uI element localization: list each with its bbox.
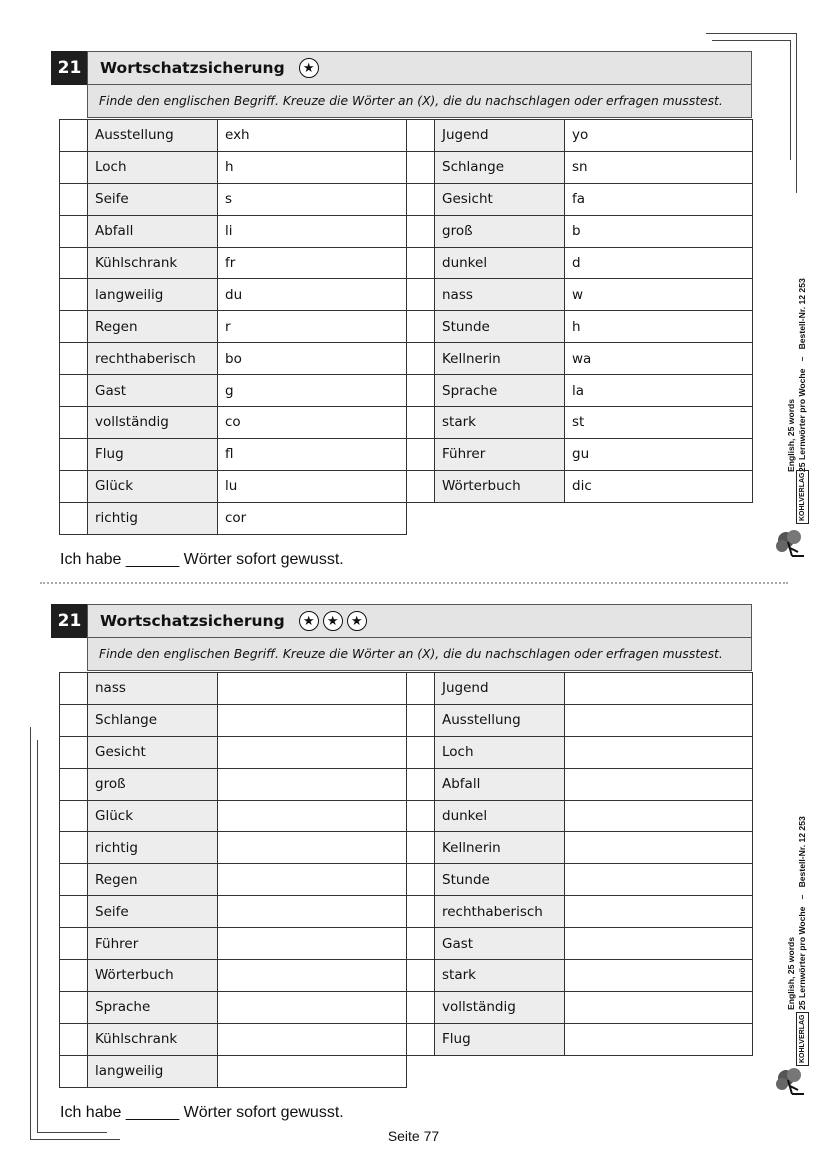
table-row — [60, 1055, 753, 1087]
english-answer-field[interactable] — [218, 928, 407, 960]
dotted-separator — [40, 582, 788, 584]
table-row — [60, 928, 753, 960]
result-sentence: Ich habe ______ Wörter sofort gewusst. — [60, 551, 344, 568]
corner-line — [790, 40, 791, 160]
german-word: Gesicht — [435, 183, 565, 215]
german-word: Stunde — [435, 311, 565, 343]
order-info: 25 Lernwörter pro Woche – Bestell-Nr. 12 253 — [797, 278, 807, 472]
english-answer-field[interactable]: h — [565, 311, 753, 343]
table-row — [60, 991, 753, 1023]
german-word: richtig — [88, 832, 218, 864]
checkbox-cell[interactable] — [407, 438, 435, 470]
english-answer-field[interactable] — [565, 864, 753, 896]
english-answer-field[interactable]: li — [218, 215, 407, 247]
difficulty-stars — [299, 611, 367, 631]
table-row — [60, 279, 753, 311]
table-row — [60, 896, 753, 928]
german-word: Glück — [88, 470, 218, 502]
german-word: Regen — [88, 311, 218, 343]
german-word: Sprache — [88, 991, 218, 1023]
checkbox-cell[interactable] — [60, 704, 88, 736]
logo-text: KOHLVERLAG — [796, 470, 809, 524]
publisher-info — [786, 816, 808, 1010]
checkbox-cell[interactable] — [60, 120, 88, 152]
german-word: Loch — [435, 736, 565, 768]
checkbox-cell[interactable] — [407, 896, 435, 928]
table-row — [60, 1023, 753, 1055]
german-word: Stunde — [435, 864, 565, 896]
vocabulary-table — [59, 672, 753, 1088]
german-word: Flug — [435, 1023, 565, 1055]
english-answer-field[interactable]: bo — [218, 343, 407, 375]
table-row — [60, 673, 753, 705]
table-row — [60, 151, 753, 183]
english-answer-field[interactable] — [218, 1023, 407, 1055]
exercise-number: 21 — [51, 51, 88, 85]
checkbox-cell[interactable] — [60, 896, 88, 928]
checkbox-cell[interactable] — [60, 991, 88, 1023]
german-word: langweilig — [88, 279, 218, 311]
checkbox-cell[interactable] — [407, 991, 435, 1023]
english-answer-field[interactable] — [218, 896, 407, 928]
empty-space — [407, 502, 753, 534]
checkbox-cell[interactable] — [60, 375, 88, 407]
english-answer-field[interactable]: st — [565, 407, 753, 439]
english-answer-field[interactable] — [218, 991, 407, 1023]
german-word: Loch — [88, 151, 218, 183]
table-row — [60, 247, 753, 279]
checkbox-cell[interactable] — [60, 215, 88, 247]
order-info: 25 Lernwörter pro Woche – Bestell-Nr. 12 253 — [797, 816, 807, 1010]
exercise-title-bar — [87, 604, 752, 638]
checkbox-cell[interactable] — [407, 343, 435, 375]
german-word: Kühlschrank — [88, 247, 218, 279]
german-word: stark — [435, 960, 565, 992]
english-answer-field[interactable]: fl — [218, 438, 407, 470]
checkbox-cell[interactable] — [407, 215, 435, 247]
checkbox-cell[interactable] — [60, 864, 88, 896]
checkbox-cell[interactable] — [407, 960, 435, 992]
checkbox-cell[interactable] — [407, 800, 435, 832]
german-word: Führer — [435, 438, 565, 470]
english-answer-field[interactable] — [218, 673, 407, 705]
table-row — [60, 704, 753, 736]
tree-logo-icon — [774, 1066, 810, 1096]
english-answer-field[interactable] — [565, 800, 753, 832]
english-answer-field[interactable] — [218, 768, 407, 800]
english-answer-field[interactable]: w — [565, 279, 753, 311]
english-answer-field[interactable]: du — [218, 279, 407, 311]
german-word: dunkel — [435, 247, 565, 279]
checkbox-cell[interactable] — [60, 279, 88, 311]
german-word: Ausstellung — [88, 120, 218, 152]
german-word: Ausstellung — [435, 704, 565, 736]
german-word: Wörterbuch — [88, 960, 218, 992]
table-row — [60, 864, 753, 896]
checkbox-cell[interactable] — [60, 407, 88, 439]
english-answer-field[interactable]: dic — [565, 470, 753, 502]
english-answer-field[interactable]: r — [218, 311, 407, 343]
german-word: langweilig — [88, 1055, 218, 1087]
english-answer-field[interactable] — [565, 832, 753, 864]
tree-logo-icon — [774, 528, 810, 558]
table-row — [60, 407, 753, 439]
german-word: Sprache — [435, 375, 565, 407]
german-word: Kühlschrank — [88, 1023, 218, 1055]
checkbox-cell[interactable] — [60, 502, 88, 534]
checkbox-cell[interactable] — [60, 673, 88, 705]
english-answer-field[interactable]: fa — [565, 183, 753, 215]
german-word: Glück — [88, 800, 218, 832]
english-answer-field[interactable]: cor — [218, 502, 407, 534]
english-answer-field[interactable] — [565, 991, 753, 1023]
instruction: Finde den englischen Begriff. Kreuze die Wörter an (X), die du nachschlagen oder erfragen musstest. — [87, 638, 752, 671]
checkbox-cell[interactable] — [60, 1023, 88, 1055]
checkbox-cell[interactable] — [407, 1023, 435, 1055]
german-word: Kellnerin — [435, 343, 565, 375]
english-answer-field[interactable] — [565, 673, 753, 705]
table-row — [60, 502, 753, 534]
english-answer-field[interactable] — [218, 704, 407, 736]
checkbox-cell[interactable] — [60, 800, 88, 832]
german-word: Regen — [88, 864, 218, 896]
checkbox-cell[interactable] — [407, 183, 435, 215]
checkbox-cell[interactable] — [407, 736, 435, 768]
german-word: rechthaberisch — [435, 896, 565, 928]
instruction: Finde den englischen Begriff. Kreuze die Wörter an (X), die du nachschlagen oder erfragen musstest. — [87, 85, 752, 118]
checkbox-cell[interactable] — [60, 768, 88, 800]
checkbox-cell[interactable] — [60, 343, 88, 375]
corner-line — [712, 40, 790, 41]
star-icon: ★ — [299, 58, 319, 78]
english-answer-field[interactable] — [565, 736, 753, 768]
table-row — [60, 215, 753, 247]
german-word: rechthaberisch — [88, 343, 218, 375]
english-answer-field[interactable] — [218, 800, 407, 832]
page-number: Seite 77 — [387, 1128, 440, 1144]
checkbox-cell[interactable] — [407, 407, 435, 439]
german-word: Abfall — [435, 768, 565, 800]
german-word: Jugend — [435, 120, 565, 152]
star-icon: ★ — [299, 611, 319, 631]
english-answer-field[interactable]: b — [565, 215, 753, 247]
logo-text: KOHLVERLAG — [796, 1012, 809, 1066]
checkbox-cell[interactable] — [60, 960, 88, 992]
german-word: nass — [88, 673, 218, 705]
table-row — [60, 183, 753, 215]
german-word: Jugend — [435, 673, 565, 705]
checkbox-cell[interactable] — [60, 832, 88, 864]
corner-line — [706, 33, 796, 34]
german-word: Kellnerin — [435, 832, 565, 864]
checkbox-cell[interactable] — [407, 928, 435, 960]
table-row — [60, 960, 753, 992]
empty-space — [407, 1055, 753, 1087]
english-answer-field[interactable] — [218, 864, 407, 896]
table-row — [60, 736, 753, 768]
checkbox-cell[interactable] — [407, 375, 435, 407]
checkbox-cell[interactable] — [407, 704, 435, 736]
english-answer-field[interactable]: g — [218, 375, 407, 407]
english-answer-field[interactable]: fr — [218, 247, 407, 279]
german-word: nass — [435, 279, 565, 311]
english-answer-field[interactable]: sn — [565, 151, 753, 183]
corner-line — [30, 727, 31, 1139]
german-word: dunkel — [435, 800, 565, 832]
exercise-title-bar — [87, 51, 752, 85]
checkbox-cell[interactable] — [60, 470, 88, 502]
german-word: vollständig — [88, 407, 218, 439]
english-answer-field[interactable]: h — [218, 151, 407, 183]
exercise-title: Wortschatzsicherung — [100, 612, 285, 630]
english-answer-field[interactable]: co — [218, 407, 407, 439]
german-word: groß — [435, 215, 565, 247]
german-word: Gast — [435, 928, 565, 960]
german-word: Wörterbuch — [435, 470, 565, 502]
german-word: Schlange — [88, 704, 218, 736]
english-answer-field[interactable] — [565, 928, 753, 960]
english-answer-field[interactable] — [565, 704, 753, 736]
german-word: groß — [88, 768, 218, 800]
checkbox-cell[interactable] — [60, 151, 88, 183]
checkbox-cell[interactable] — [60, 311, 88, 343]
german-word: Gesicht — [88, 736, 218, 768]
table-row — [60, 438, 753, 470]
exercise-title: Wortschatzsicherung — [100, 59, 285, 77]
english-answer-field[interactable]: d — [565, 247, 753, 279]
english-answer-field[interactable]: gu — [565, 438, 753, 470]
checkbox-cell[interactable] — [60, 736, 88, 768]
star-icon: ★ — [323, 611, 343, 631]
star-icon: ★ — [347, 611, 367, 631]
table-row — [60, 120, 753, 152]
german-word: Abfall — [88, 215, 218, 247]
german-word: Schlange — [435, 151, 565, 183]
english-answer-field[interactable] — [218, 832, 407, 864]
table-row — [60, 311, 753, 343]
table-row — [60, 832, 753, 864]
corner-line — [37, 740, 38, 1132]
checkbox-cell[interactable] — [60, 183, 88, 215]
english-answer-field[interactable]: s — [218, 183, 407, 215]
table-row — [60, 343, 753, 375]
table-row — [60, 768, 753, 800]
checkbox-cell[interactable] — [407, 768, 435, 800]
checkbox-cell[interactable] — [407, 832, 435, 864]
german-word: Gast — [88, 375, 218, 407]
vocabulary-table — [59, 119, 753, 535]
english-answer-field[interactable] — [218, 1055, 407, 1087]
checkbox-cell[interactable] — [407, 247, 435, 279]
checkbox-cell[interactable] — [407, 120, 435, 152]
german-word: vollständig — [435, 991, 565, 1023]
german-word: stark — [435, 407, 565, 439]
german-word: Seife — [88, 896, 218, 928]
exercise-number: 21 — [51, 604, 88, 638]
checkbox-cell[interactable] — [407, 470, 435, 502]
checkbox-cell[interactable] — [60, 247, 88, 279]
english-answer-field[interactable] — [218, 736, 407, 768]
english-answer-field[interactable]: exh — [218, 120, 407, 152]
checkbox-cell[interactable] — [60, 928, 88, 960]
german-word: Führer — [88, 928, 218, 960]
english-answer-field[interactable] — [218, 960, 407, 992]
english-answer-field[interactable]: lu — [218, 470, 407, 502]
difficulty-stars — [299, 58, 319, 78]
checkbox-cell[interactable] — [407, 279, 435, 311]
table-row — [60, 800, 753, 832]
book-title: English, 25 words — [786, 936, 796, 1010]
checkbox-cell[interactable] — [60, 438, 88, 470]
german-word: richtig — [88, 502, 218, 534]
book-title: English, 25 words — [786, 398, 796, 472]
checkbox-cell[interactable] — [407, 673, 435, 705]
english-answer-field[interactable]: wa — [565, 343, 753, 375]
english-answer-field[interactable]: la — [565, 375, 753, 407]
german-word: Seife — [88, 183, 218, 215]
checkbox-cell[interactable] — [407, 864, 435, 896]
checkbox-cell[interactable] — [60, 1055, 88, 1087]
publisher-info — [786, 278, 808, 472]
english-answer-field[interactable] — [565, 768, 753, 800]
result-sentence: Ich habe ______ Wörter sofort gewusst. — [60, 1104, 344, 1121]
corner-line — [796, 33, 797, 193]
english-answer-field[interactable] — [565, 1023, 753, 1055]
table-row — [60, 470, 753, 502]
checkbox-cell[interactable] — [407, 151, 435, 183]
table-row — [60, 375, 753, 407]
checkbox-cell[interactable] — [407, 311, 435, 343]
english-answer-field[interactable] — [565, 960, 753, 992]
german-word: Flug — [88, 438, 218, 470]
english-answer-field[interactable]: yo — [565, 120, 753, 152]
english-answer-field[interactable] — [565, 896, 753, 928]
